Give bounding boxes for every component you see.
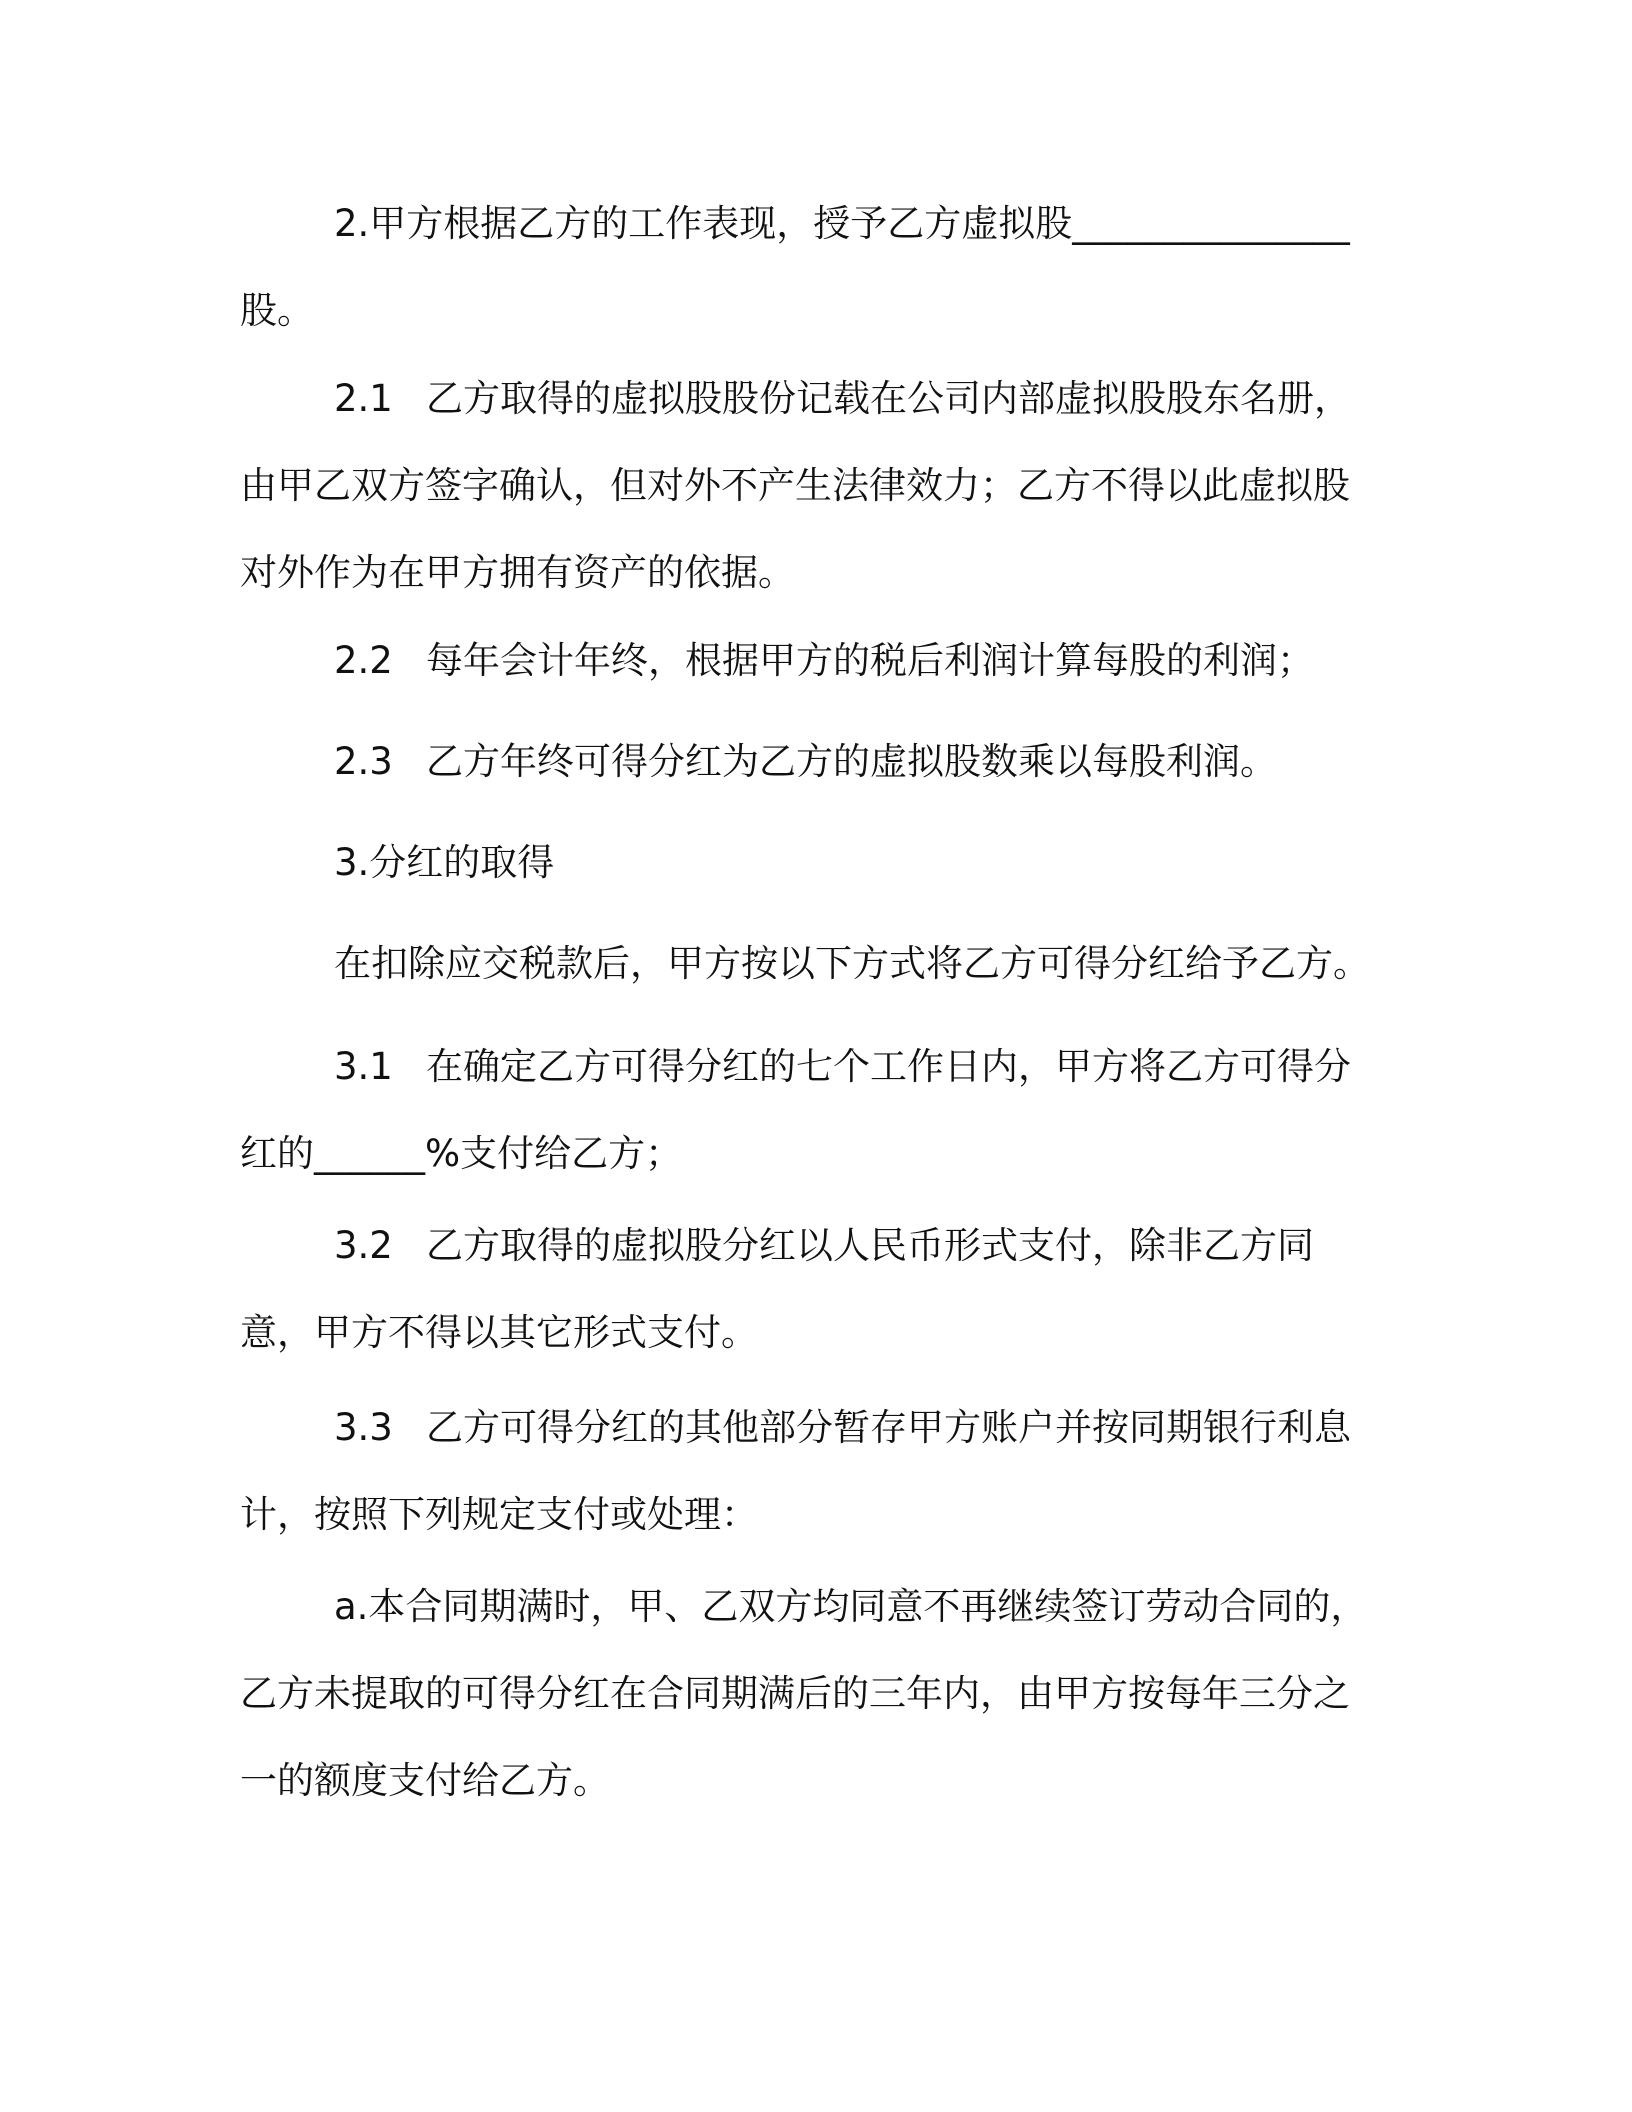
clause-3-1-number: 3.1 bbox=[334, 1045, 393, 1088]
clause-3-3-number: 3.3 bbox=[334, 1406, 393, 1449]
clause-3-1-paragraph bbox=[240, 1023, 1380, 1197]
clause-3-3-a-paragraph bbox=[240, 1563, 1380, 1824]
clause-2-2-number: 2.2 bbox=[334, 639, 393, 682]
clause-3-3-paragraph bbox=[240, 1384, 1380, 1558]
clause-2-3-number: 2.3 bbox=[334, 740, 393, 783]
clause-2-1-paragraph bbox=[240, 355, 1380, 616]
clause-3-3-text: 乙方可得分红的其他部分暂存甲方账户并按同期银行利息计，按照下列规定支付或处理： bbox=[240, 1406, 1351, 1536]
clause-3-intro-paragraph bbox=[240, 920, 1380, 1007]
clause-3-intro-text: 在扣除应交税款后，甲方按以下方式将乙方可得分红给予乙方。 bbox=[334, 942, 1370, 985]
clause-2-1-number: 2.1 bbox=[334, 377, 393, 420]
clause-2-3-text: 乙方年终可得分红为乙方的虚拟股数乘以每股利润。 bbox=[426, 740, 1277, 783]
clause-3-2-number: 3.2 bbox=[334, 1224, 393, 1267]
clause-3-2-text: 乙方取得的虚拟股分红以人民币形式支付，除非乙方同意，甲方不得以其它形式支付。 bbox=[240, 1224, 1314, 1354]
clause-2-2-text: 每年会计年终，根据甲方的税后利润计算每股的利润； bbox=[426, 639, 1314, 682]
clause-2-text: 2.甲方根据乙方的工作表现，授予乙方虚拟股_______________股。 bbox=[240, 202, 1350, 332]
clause-3-heading bbox=[240, 819, 1380, 906]
clause-2-2-paragraph bbox=[240, 617, 1380, 704]
clause-3-heading-text: 3.分红的取得 bbox=[334, 841, 555, 884]
clause-3-2-paragraph bbox=[240, 1202, 1380, 1376]
clause-2-1-text: 乙方取得的虚拟股股份记载在公司内部虚拟股股东名册，由甲乙双方签字确认，但对外不产生法律效力；乙方不得以此虚拟股对外作为在甲方拥有资产的依据。 bbox=[240, 377, 1351, 594]
clause-3-3-a-text: a.本合同期满时，甲、乙双方均同意不再继续签订劳动合同的，乙方未提取的可得分红在合同期满后的三年内，由甲方按每年三分之一的额度支付给乙方。 bbox=[240, 1585, 1368, 1802]
clause-3-1-text: 在确定乙方可得分红的七个工作日内，甲方将乙方可得分红的______%支付给乙方； bbox=[240, 1045, 1351, 1175]
clause-2-3-paragraph bbox=[240, 718, 1380, 805]
clause-2-paragraph bbox=[240, 180, 1380, 354]
